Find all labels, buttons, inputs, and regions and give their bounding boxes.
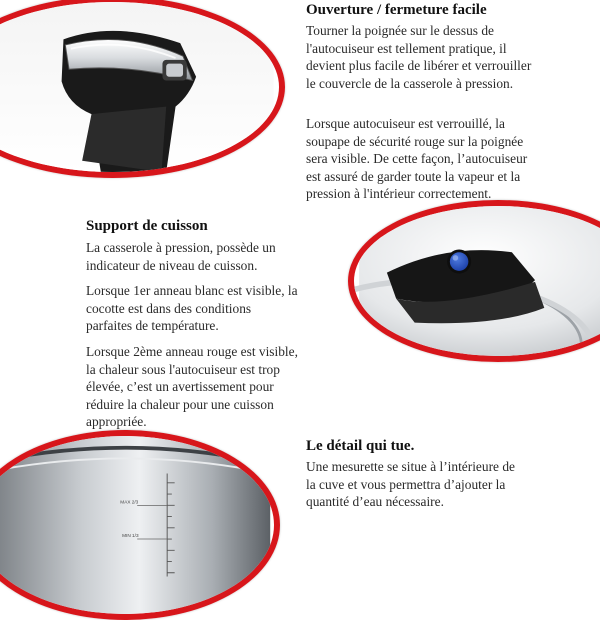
section-heading-detail: Le détail qui tue.	[306, 438, 415, 454]
support-paragraph-2: Lorsque 1er anneau blanc est visible, la cocotte est dans des conditions parfaites de température.	[86, 283, 298, 334]
pressure-cooker-handle-image	[0, 2, 279, 172]
scale-label-max: MAX 2/3	[120, 499, 139, 505]
indicator-image-frame	[348, 200, 600, 362]
detail-paragraph-1: Une mesurette se situe à l’intérieure de la cuve et vous permettra d’ajouter la quantité d’eau nécessaire.	[306, 459, 515, 510]
section-heading-support: Support de cuisson	[86, 218, 208, 234]
ouverture-paragraph-1: Tourner la poignée sur le dessus de l'autocuiseur est tellement pratique, il devient plus facile de libérer et verrouiller le couvercle de la casserole à pression.	[306, 23, 532, 91]
inner-measuring-scale-image	[0, 436, 274, 614]
ouverture-paragraph-2: Lorsque autocuiseur est verrouillé, la soupape de sécurité rouge sur la poignée sera visible. De cette façon, l’autocuiseur est assuré de garder toute la vapeur et la pression à l'intérieur correctement.	[306, 116, 528, 202]
measuring-scale-image-frame	[0, 430, 280, 620]
support-paragraph-3: Lorsque 2ème anneau rouge est visible, la chaleur sous l'autocuiseur est trop élevée, c’est un avertissement pour réduire la chaleur pour une cuisson appropriée.	[86, 344, 298, 430]
scale-label-min: MIN 1/3	[122, 533, 139, 539]
handle-image-frame	[0, 0, 285, 178]
lid-cooking-indicator-image	[354, 206, 600, 356]
section-heading-ouverture: Ouverture / fermeture facile	[306, 2, 487, 18]
support-paragraph-1: La casserole à pression, possède un indicateur de niveau de cuisson.	[86, 240, 276, 273]
